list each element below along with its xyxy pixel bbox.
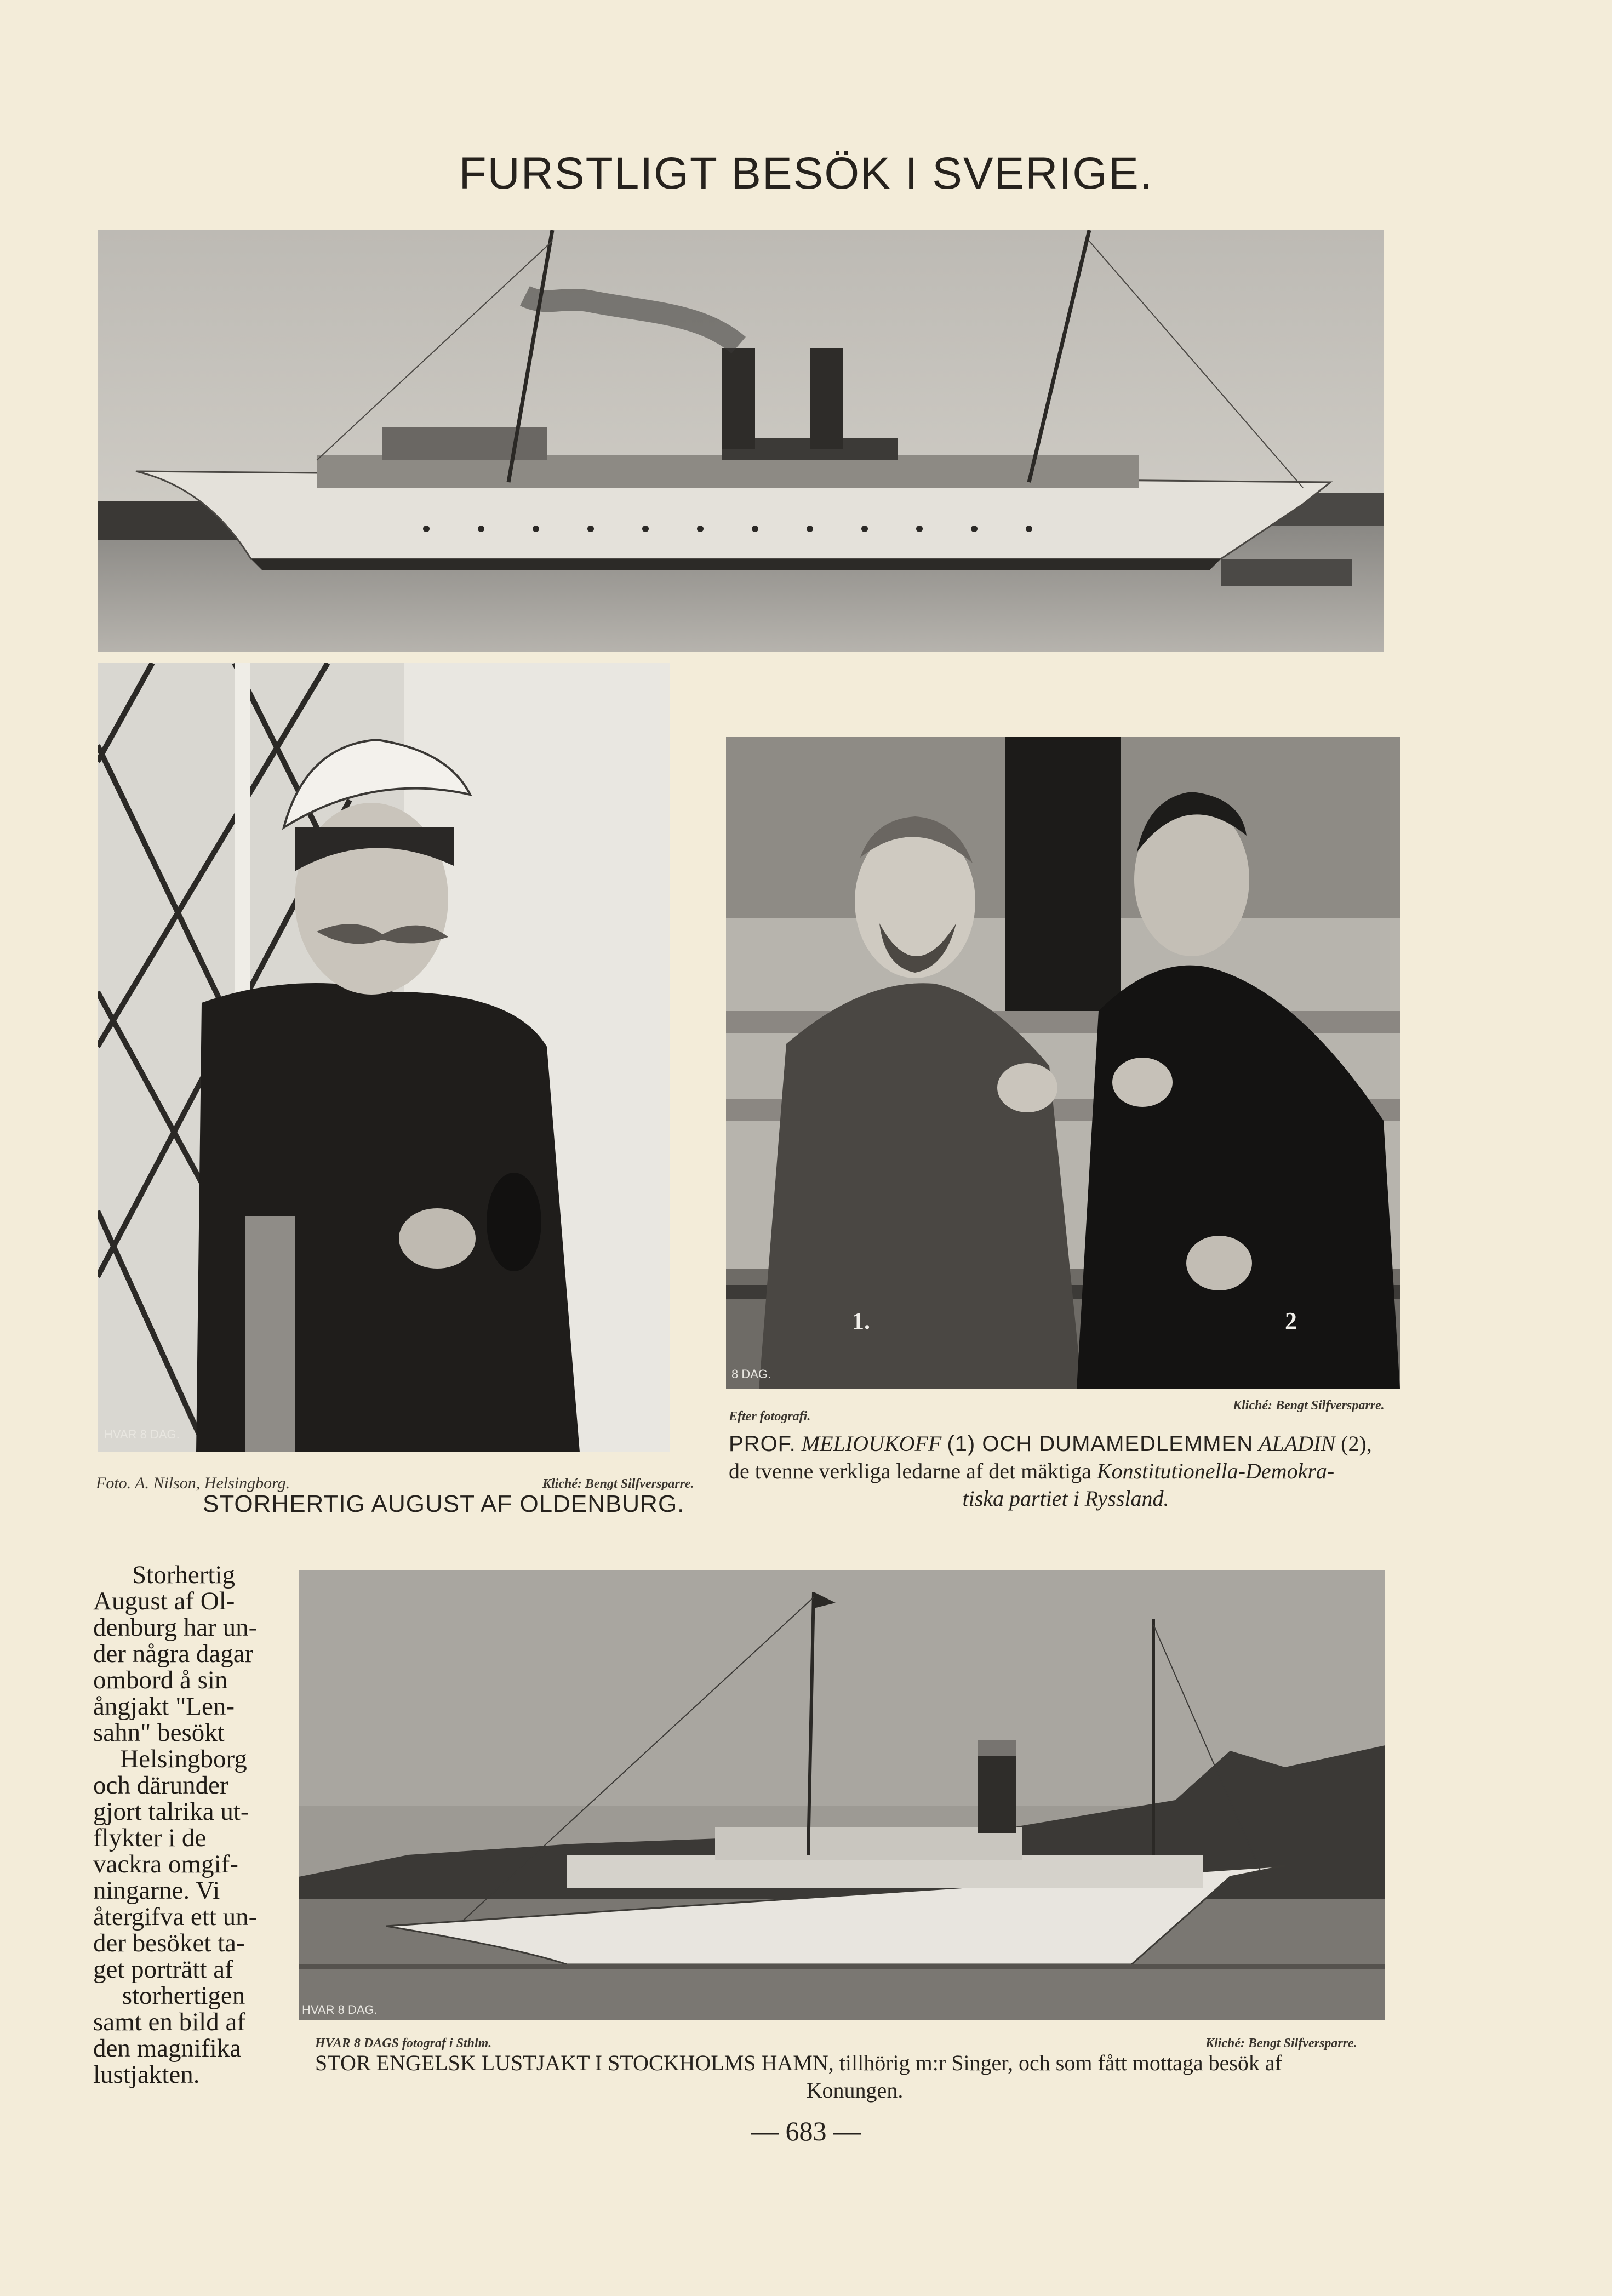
body-line: August af Ol- <box>93 1587 235 1615</box>
body-line: flykter i de <box>93 1824 207 1852</box>
english-yacht-illustration <box>299 1570 1385 2020</box>
body-line: der besöket ta- <box>93 1929 245 1957</box>
photo-steam-yacht <box>98 230 1384 652</box>
duo-caption-num1: (1) OCH DUMAMEDLEMMEN <box>947 1432 1254 1456</box>
body-line: samt en bild af <box>93 2008 246 2036</box>
page-number: — 683 — <box>751 2116 861 2146</box>
duo-cliche-credit: Kliché: Bengt Silfversparre. <box>1233 1398 1385 1413</box>
bottom-photo-credit: HVAR 8 DAGS fotograf i Sthlm. <box>315 2036 492 2051</box>
bottom-cliche-credit: Kliché: Bengt Silfversparre. <box>1205 2036 1357 2051</box>
photo-english-yacht <box>299 1570 1385 2020</box>
body-line: gjort talrika ut- <box>93 1797 249 1826</box>
body-line: der några dagar <box>93 1640 254 1668</box>
portrait-photo-credit: Foto. A. Nilson, Helsingborg. <box>96 1474 290 1492</box>
body-line: ombord å sin <box>93 1666 228 1694</box>
duo-label-1: 1. <box>852 1307 870 1334</box>
duo-photo-credit: Efter fotografi. <box>729 1409 811 1424</box>
duo-caption-party: Konstitutionella-Demokra- <box>1096 1459 1335 1483</box>
duo-watermark: 8 DAG. <box>731 1367 771 1381</box>
duo-caption-name2: ALADIN <box>1259 1431 1336 1456</box>
body-line: Helsingborg <box>120 1745 247 1773</box>
body-line: Storhertig <box>132 1561 235 1589</box>
body-line: denburg har un- <box>93 1613 258 1642</box>
duo-portrait-illustration <box>726 737 1400 1389</box>
bottom-caption-line2: Konungen. <box>806 2078 904 2103</box>
body-line: ningarne. Vi <box>93 1876 220 1905</box>
duo-caption-prefix: PROF. <box>729 1432 796 1456</box>
photo-storhertig-portrait <box>98 663 670 1452</box>
duo-caption-party2: tiska partiet i Ryssland. <box>962 1486 1169 1511</box>
duo-caption <box>729 1430 1403 1512</box>
body-line: den magnifika <box>93 2034 242 2063</box>
portrait-watermark: HVAR 8 DAG. <box>104 1427 180 1441</box>
body-line: storhertigen <box>122 1981 245 2010</box>
portrait-cliche-credit: Kliché: Bengt Silfversparre. <box>542 1477 694 1491</box>
body-line: lustjakten. <box>93 2060 200 2089</box>
bottom-caption <box>315 2049 1394 2104</box>
body-line: sahn" besökt <box>93 1718 225 1747</box>
portrait-caption: STORHERTIG AUGUST AF OLDENBURG. <box>203 1490 685 1517</box>
page-title: FURSTLIGT BESÖK I SVERIGE. <box>459 149 1153 198</box>
duo-caption-num2: (2), <box>1341 1431 1372 1456</box>
body-line: get porträtt af <box>93 1955 233 1984</box>
steam-yacht-illustration <box>98 230 1384 652</box>
portrait-illustration <box>98 663 670 1452</box>
bottom-caption-line1: STOR ENGELSK LUSTJAKT I STOCKHOLMS HAMN, tillhörig m:r Singer, och som fått mottaga besök af <box>315 2051 1282 2075</box>
photo-meliukoff-aladin <box>726 737 1400 1389</box>
body-line: och därunder <box>93 1771 228 1800</box>
body-line: ångjakt "Len- <box>93 1692 235 1721</box>
body-line: vackra omgif- <box>93 1850 238 1878</box>
duo-caption-line2: de tvenne verkliga ledarne af det mäktiga <box>729 1459 1091 1483</box>
body-line: återgifva ett un- <box>93 1903 258 1931</box>
duo-caption-name1: MELIOUKOFF <box>801 1431 942 1456</box>
article-body-text <box>93 1562 274 2088</box>
bottom-photo-watermark: HVAR 8 DAG. <box>302 2003 378 2017</box>
duo-label-2: 2 <box>1285 1307 1297 1334</box>
